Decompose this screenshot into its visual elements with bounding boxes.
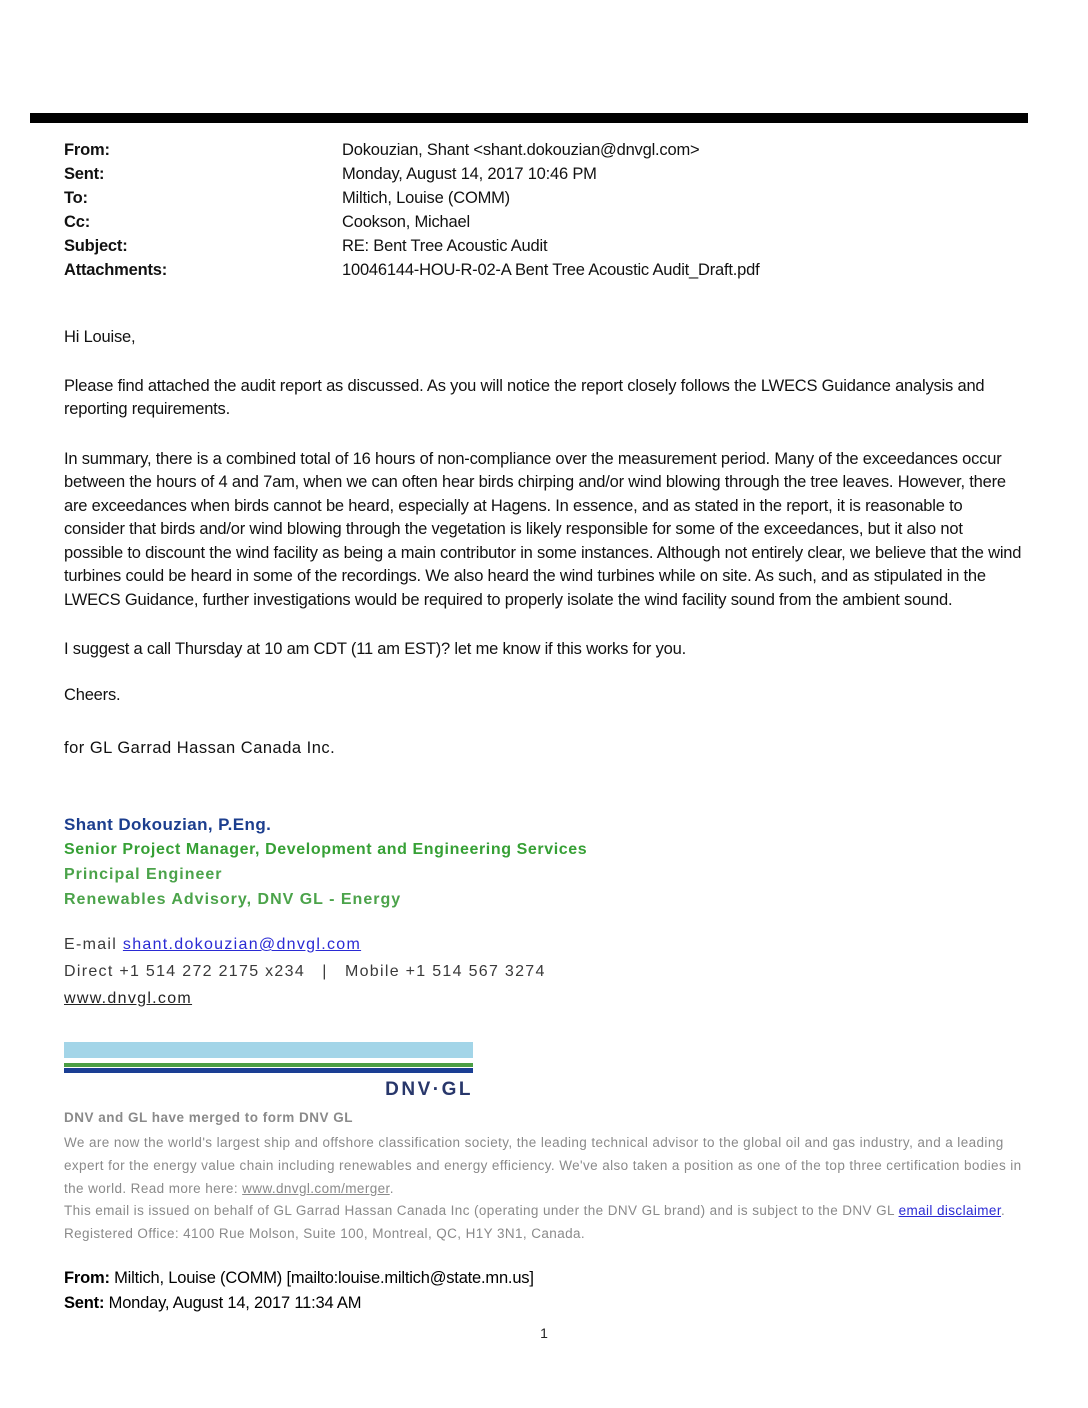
page-number: 1	[540, 1325, 548, 1341]
header-field-row	[64, 138, 1022, 162]
merger-note-text	[64, 1131, 1022, 1200]
logo-wordmark: DNV·GL	[385, 1079, 473, 1100]
field-label-subject: Subject:	[64, 237, 128, 255]
logo-lightblue-bar	[64, 1042, 473, 1058]
field-value-attachments: 10046144-HOU-R-02-A Bent Tree Acoustic Audit_Draft.pdf	[342, 261, 760, 279]
header-field-row	[64, 210, 1022, 234]
merger-note	[64, 1110, 1022, 1200]
email-body	[64, 326, 1022, 761]
field-value-from: Dokouzian, Shant <shant.dokouzian@dnvgl.com>	[342, 141, 700, 159]
quoted-sent-value: Monday, August 14, 2017 11:34 AM	[104, 1294, 362, 1312]
quoted-sent-line	[64, 1291, 1022, 1316]
on-behalf-line: for GL Garrad Hassan Canada Inc.	[64, 739, 336, 757]
quoted-sent-label: Sent:	[64, 1294, 105, 1312]
field-value-cc: Cookson, Michael	[342, 213, 470, 231]
header-field-row	[64, 258, 1022, 282]
email-link[interactable]: shant.dokouzian@dnvgl.com	[122, 936, 362, 953]
header-field-row	[64, 234, 1022, 258]
body-paragraph-3: I suggest a call Thursday at 10 am CDT (11 am EST)? let me know if this works for you.	[64, 640, 686, 658]
disclaimer-line-2: Registered Office: 4100 Rue Molson, Suite 100, Montreal, QC, H1Y 3N1, Canada.	[64, 1226, 586, 1241]
field-label-from: From:	[64, 141, 110, 159]
disclaimer-text: This email is issued on behalf of GL Garrad Hassan Canada Inc (operating under the DNV GL brand) and is subject to the DNV GL	[64, 1203, 899, 1218]
logo-darkblue-bar	[64, 1068, 473, 1073]
quoted-from-label: From:	[64, 1269, 110, 1287]
closing: Cheers.	[64, 685, 121, 704]
signature-title-3: Renewables Advisory, DNV GL - Energy	[64, 891, 402, 908]
top-divider-rule	[30, 113, 1028, 123]
signature-title-1: Senior Project Manager, Development and Engineering Services	[64, 841, 588, 858]
quoted-from-line	[64, 1266, 1022, 1291]
body-paragraph-2: In summary, there is a combined total of 16 hours of non-compliance over the measurement period. Many of the exceedances occur between the hours of 4 and 7am, when we can often hear birds chirping and/or wind blowing through the tree leaves. However, there are exceedances when birds cannot be heard, especially at Hagens. In essence, and as stated in the report, it is reasonable to consider that birds and/or wind blowing through the vegetation is likely responsible for some of the exceedances, but it also not possible to discount the wind facility as being a main contributor in some instances. Although not entirely clear, we believe that the wind turbines could be heard in some of the recordings. We also heard the wind turbines while on site. As such, and as stipulated in the LWECS Guidance, further investigations would be required to properly isolate the wind facility sound from the ambient sound.	[64, 449, 1022, 609]
field-label-attachments: Attachments:	[64, 261, 168, 279]
signature-title-2: Principal Engineer	[64, 866, 223, 883]
signature-name: Shant Dokouzian, P.Eng.	[64, 815, 272, 834]
email-label: E-mail	[64, 936, 123, 953]
quoted-from-value: Miltich, Louise (COMM) [mailto:louise.miltich@state.mn.us]	[109, 1269, 534, 1287]
disclaimer-link[interactable]: email disclaimer	[898, 1203, 1001, 1218]
field-label-cc: Cc:	[64, 213, 90, 231]
header-field-row	[64, 162, 1022, 186]
website-line	[64, 985, 1022, 1012]
disclaimer-line-1	[64, 1199, 1022, 1222]
quoted-message-header	[64, 1266, 1022, 1316]
email-header-fields	[64, 138, 1022, 282]
website-link[interactable]: www.dnvgl.com	[64, 990, 193, 1007]
email-line	[64, 931, 1022, 958]
merger-link[interactable]: www.dnvgl.com/merger	[242, 1181, 390, 1196]
phone-line: Direct +1 514 272 2175 x234 | Mobile +1 514 567 3274	[64, 963, 546, 980]
field-value-to: Miltich, Louise (COMM)	[342, 189, 510, 207]
signature-block	[64, 812, 1022, 912]
field-label-sent: Sent:	[64, 165, 105, 183]
merger-note-period: .	[389, 1181, 394, 1196]
greeting: Hi Louise,	[64, 328, 136, 346]
signature-contact-block	[64, 931, 1022, 1012]
field-label-to: To:	[64, 189, 88, 207]
body-paragraph-1: Please find attached the audit report as discussed. As you will notice the report closely follows the LWECS Guidance analysis and reporting requirements.	[64, 376, 985, 418]
merger-note-body: We are now the world's largest ship and offshore classification society, the leading technical advisor to the global oil and gas industry, and a leading expert for the energy value chain including renewables and energy efficiency. We've also taken a position as one of the top three certification bodies in the world. Read more here:	[64, 1135, 1022, 1196]
disclaimer-period: .	[1001, 1203, 1006, 1218]
email-disclaimer	[64, 1199, 1022, 1245]
field-value-sent: Monday, August 14, 2017 10:46 PM	[342, 165, 597, 183]
field-value-subject: RE: Bent Tree Acoustic Audit	[342, 237, 548, 255]
dnvgl-logo	[64, 1042, 473, 1101]
header-field-row	[64, 186, 1022, 210]
merger-note-title: DNV and GL have merged to form DNV GL	[64, 1110, 354, 1125]
